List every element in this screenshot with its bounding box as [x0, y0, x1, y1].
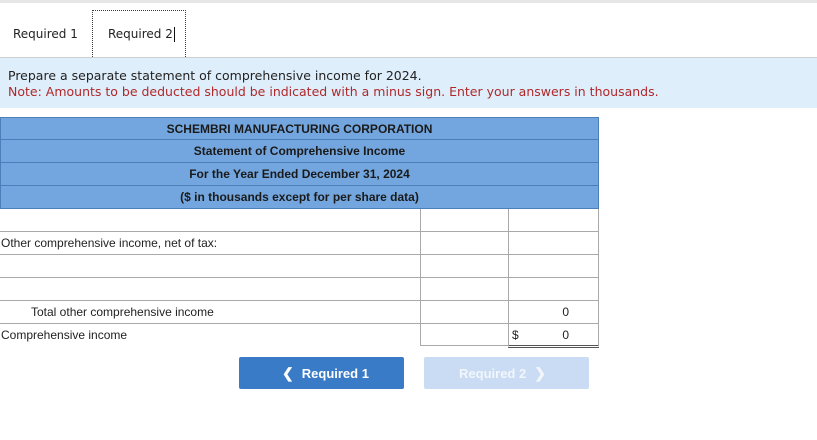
tab-required-2[interactable]	[92, 10, 186, 57]
tab-required-1-label: Required 1	[13, 26, 78, 41]
income-statement-table	[0, 117, 599, 347]
table-row	[0, 232, 599, 255]
amount-input[interactable]	[420, 301, 508, 323]
table-row	[0, 255, 599, 278]
statement-units: ($ in thousands except for per share data)	[180, 190, 419, 204]
table-row	[0, 324, 599, 347]
chevron-left-icon: ❮	[282, 364, 294, 381]
instruction-box	[0, 58, 817, 108]
amount-input[interactable]	[420, 232, 508, 254]
statement-title: Statement of Comprehensive Income	[193, 144, 406, 158]
comprehensive-income-value: 0	[562, 328, 569, 342]
instruction-note: Note: Amounts to be deducted should be indicated with a minus sign. Enter your answers in thousands.	[8, 84, 659, 99]
dollar-sign: $	[512, 328, 519, 342]
table-row	[0, 278, 599, 301]
row-label[interactable]: Other comprehensive income, net of tax:	[1, 236, 218, 250]
chevron-right-icon: ❯	[534, 364, 546, 381]
statement-period-header	[0, 163, 599, 186]
text-cursor	[174, 27, 175, 42]
amount-input[interactable]	[420, 209, 508, 231]
next-button-label: Required 2	[459, 365, 527, 381]
comprehensive-income-label: Comprehensive income	[1, 328, 128, 342]
statement-period: For the Year Ended December 31, 2024	[189, 167, 410, 181]
total-oci-label: Total other comprehensive income	[31, 305, 214, 319]
total-input[interactable]	[508, 232, 599, 254]
comprehensive-income-value-cell	[508, 324, 599, 348]
amount-input[interactable]	[420, 278, 508, 300]
total-oci-value: 0	[562, 305, 569, 319]
company-name-header	[0, 117, 599, 140]
amount-input[interactable]	[420, 255, 508, 277]
top-border	[0, 0, 817, 3]
instruction-text: Prepare a separate statement of comprehensive income for 2024.	[8, 68, 422, 83]
next-required-2-button[interactable]	[424, 357, 589, 389]
prev-required-1-button[interactable]	[239, 357, 404, 389]
tab-bar	[0, 10, 817, 58]
statement-title-header	[0, 140, 599, 163]
prev-button-label: Required 1	[301, 365, 369, 381]
total-input[interactable]	[508, 255, 599, 277]
tab-required-1[interactable]	[13, 10, 78, 57]
tab-required-2-label: Required 2	[108, 27, 173, 41]
amount-input[interactable]	[420, 324, 508, 346]
table-row	[0, 209, 599, 232]
total-input[interactable]	[508, 278, 599, 300]
table-row	[0, 301, 599, 324]
total-oci-value-cell	[508, 301, 599, 323]
company-name: SCHEMBRI MANUFACTURING CORPORATION	[166, 121, 433, 136]
total-input[interactable]	[508, 209, 599, 231]
statement-units-header	[0, 186, 599, 209]
